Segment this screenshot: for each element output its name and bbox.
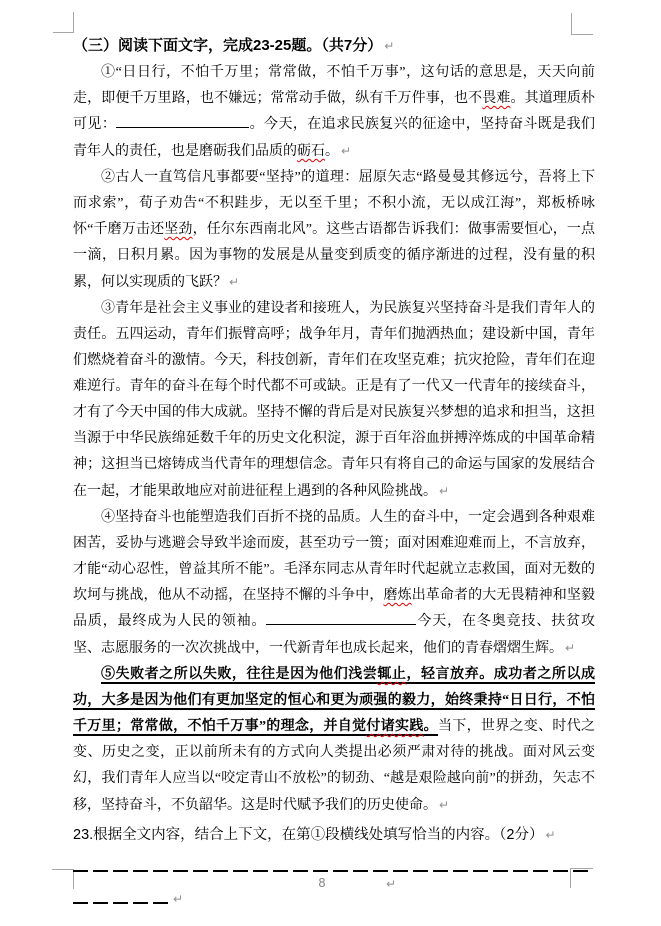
section-title-text: （三）阅读下面文字，完成23-25题。（共7分） [73, 37, 383, 54]
text-run: 今天，在冬奥竞技、扶贫攻坚、志愿服务的一次次挑战中，一代新青年也成长起来，他们的青春熠熠生辉。 [73, 614, 596, 656]
section-title [73, 33, 595, 59]
answer-blank [266, 610, 416, 625]
bold-underlined-text: 。 [423, 719, 438, 734]
footer-paragraph-mark: ↵ [386, 877, 397, 891]
paragraph-mark: ↵ [545, 828, 556, 842]
question-23 [73, 823, 595, 848]
answer-line-1 [73, 870, 593, 872]
spellcheck-flagged-text: 畏难 [482, 91, 511, 106]
bold-underlined-text: ⑤失败者之所以失败，往往是因为他们浅尝 [101, 667, 378, 682]
paragraph-mark: ↵ [439, 484, 450, 498]
spellcheck-flagged-text: 坚劲 [164, 222, 193, 237]
paragraph-mark: ↵ [229, 275, 240, 289]
answer-line-2-row [73, 892, 595, 906]
text-run: 当下，世界之变、时代之变、历史之变，正以前所未有的方式向人类提出必须严肃对待的挑战。面对风云变幻，我们青年人应当以“咬定青山不放松”的韧劲、“越是艰险越向前”的拼劲，矢志不移，坚持奋斗，不负韶华。这是时代赋予我们的历史使命。 [73, 719, 596, 813]
page-number: 8 [318, 876, 326, 890]
paragraph-mark: ↵ [439, 798, 450, 812]
paragraph-3 [73, 296, 595, 505]
paragraph-mark: ↵ [565, 641, 576, 655]
text-run: 。其道理质朴可见： [73, 91, 596, 132]
text-run: ②古人一直笃信凡事都要“坚持”的道理：屈原矢志“路曼曼其修远兮，吾将上下而求索”，荀子劝告“不积跬步，无以至千里；不积小流，无以成江海”，郑板桥咏怀“千磨万击还 [73, 170, 595, 237]
text-boundary-mark-top-right [571, 13, 593, 35]
answer-blank [116, 113, 249, 128]
bold-underlined-text [377, 667, 406, 682]
text-run: ①“日日行，不怕千万里；常常做，不怕千万事”，这句话的意思是，天天向前走，即便千万里路，也不嫌远；常常动手做，纵有千万件事，也不 [73, 65, 595, 106]
bold-underlined-text [366, 719, 423, 734]
text-run: ④坚持奋斗也能塑造我们百折不挠的品质。人生的奋斗中，一定会遇到各种艰难困苦，妥协与逃避会导致半途而废，甚至功亏一篑；面对困难迎难而上，不言放弃，才能“动心忍性，曾益其所不能”。毛泽东同志从青年时代起就立志救国，面对无数的坎坷与挑战，他从不动摇，在坚持不懈的斗争中， [73, 510, 595, 603]
spellcheck-flagged-text: 磨炼 [383, 588, 412, 603]
spellcheck-flagged-text: 砺石 [297, 144, 325, 159]
text-run: 。 [325, 144, 339, 159]
text-run: 。今天，在追求民族复兴的征途中，坚持奋斗既是我们青年人的责任，也是磨砺我们品质的 [73, 117, 596, 159]
paragraph-mark: ↵ [341, 144, 352, 158]
paragraph-2 [73, 165, 595, 296]
paragraph-5 [73, 662, 595, 819]
text-run: ③青年是社会主义事业的建设者和接班人，为民族复兴坚持奋斗是我们青年人的责任。五四运动，青年们振臂高呼；战争年月，青年们抛洒热血；建设新中国，青年们燃烧着奋斗的激情。今天，科技创新，青年们在攻坚克难；抗灾抢险，青年们在迎难逆行。青年的奋斗在每个时代都不可或缺。正是有了一代又一代青年的接续奋斗，才有了今天中国的伟大成就。坚持不懈的背后是对民族复兴梦想的追求和担当，这担当源于中华民族绵延数千年的历史文化积淀，源于百年浴血拼搏淬炼成的中国革命精神；这担当已熔铸成当代青年的理想信念。青年只有将自己的命运与国家的发展结合在一起，才能果敢地应对前进征程上遇到的各种风险挑战。 [73, 301, 595, 499]
text-boundary-mark-top-left [53, 12, 74, 33]
paragraph-1 [73, 60, 595, 165]
text-run: ，任尔东西南北风”。这些古语都告诉我们：做事需要恒心，一点一滴，日积月累。因为事物的发展是从量变到质变的循序渐进的过程，没有量的积累，何以实现质的飞跃？ [73, 222, 596, 290]
paragraph-mark: ↵ [384, 39, 395, 53]
text-boundary-mark-bottom-left [52, 869, 74, 889]
text-run: 出革命者的大无畏精神和坚毅品质，最终成为人民的领袖。 [73, 588, 596, 629]
spellcheck-flagged-text: 辄止 [377, 667, 407, 682]
answer-line-2 [73, 902, 171, 904]
text-body [73, 33, 595, 906]
paragraph-4 [73, 505, 595, 662]
question-23-text: 23.根据全文内容，结合上下文，在第①段横线处填写恰当的内容。（2分） [73, 827, 544, 843]
bold-underlined-text: ，轻言放弃。成功者之所以成功，大多是因为他们有更加坚定的恒心和更为顽强的毅力，始终秉持“日日行，不怕千万里；常常做，不怕千万事”的理念，并自觉 [73, 667, 596, 734]
spellcheck-flagged-text: 付诸实践 [366, 719, 424, 734]
paragraph-mark: ↵ [173, 892, 184, 906]
